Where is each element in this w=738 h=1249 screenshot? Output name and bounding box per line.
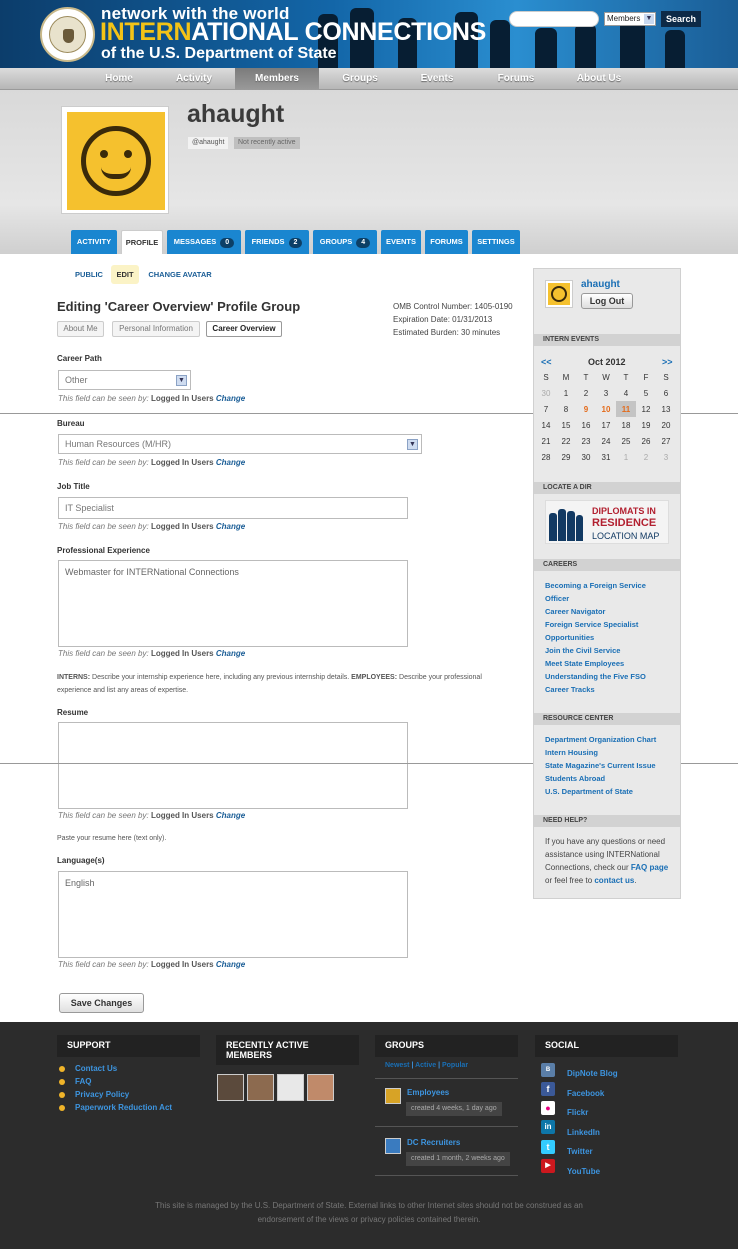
friends-count-badge: 2 <box>289 238 303 248</box>
tab-friends[interactable]: FRIENDS 2 <box>245 230 309 254</box>
social-link-twitter[interactable]: Twitter <box>567 1147 593 1156</box>
calendar-date[interactable]: 7 <box>543 404 549 414</box>
calendar-day-header: S <box>663 372 669 382</box>
calendar-today[interactable]: 11 <box>616 401 636 417</box>
groups-filter-active[interactable]: Active <box>415 1062 437 1069</box>
resume-hint: Paste your resume here (text only). <box>57 835 167 842</box>
logo-title: INTERNATIONAL CONNECTIONS <box>100 18 487 46</box>
nav-events[interactable]: Events <box>420 73 454 84</box>
divider <box>375 1078 518 1079</box>
divider <box>375 1175 518 1176</box>
languages-label: Language(s) <box>57 856 105 865</box>
job-title-field[interactable]: IT Specialist <box>58 497 408 519</box>
tab-messages[interactable]: MESSAGES 0 <box>167 230 241 254</box>
group-icon[interactable] <box>385 1088 401 1104</box>
logo-subtitle: of the U.S. Department of State <box>101 45 337 62</box>
linkedin-icon[interactable]: in <box>541 1120 555 1134</box>
calendar-date[interactable]: 17 <box>601 420 611 430</box>
careers-link[interactable]: Career Navigator <box>545 607 606 616</box>
tab-events[interactable]: EVENTS <box>381 230 421 254</box>
calendar-date[interactable]: 26 <box>641 436 651 446</box>
calendar-date[interactable]: 3 <box>663 452 669 462</box>
subnav-edit[interactable]: EDIT <box>111 265 139 284</box>
group-name[interactable]: DC Recruiters <box>407 1138 461 1147</box>
sidebar-avatar[interactable] <box>545 280 573 308</box>
state-seal-logo[interactable] <box>40 7 95 62</box>
bullet-icon <box>59 1079 65 1085</box>
member-avatar[interactable] <box>307 1074 334 1101</box>
tab-profile[interactable]: PROFILE <box>121 230 163 254</box>
search-button[interactable]: Search <box>661 11 701 27</box>
careers-link[interactable]: Meet State Employees <box>545 659 625 668</box>
diplomats-in-residence-banner[interactable] <box>545 500 669 544</box>
recently-active-heading: RECENTLY ACTIVE MEMBERS <box>216 1035 359 1065</box>
careers-link[interactable]: Opportunities <box>545 633 595 642</box>
social-link-dipnote[interactable]: DipNote Blog <box>567 1069 618 1078</box>
social-link-linkedin[interactable]: LinkedIn <box>567 1128 600 1137</box>
flickr-icon[interactable]: ● <box>541 1101 555 1115</box>
sidebar-username[interactable]: ahaught <box>581 279 620 290</box>
site-header <box>0 0 738 68</box>
visibility-change-link[interactable]: Change <box>215 522 246 531</box>
bullet-icon <box>59 1105 65 1111</box>
calendar-date[interactable]: 23 <box>581 436 591 446</box>
calendar-date[interactable]: 8 <box>563 404 569 414</box>
calendar-date[interactable]: 2 <box>643 452 649 462</box>
member-avatar[interactable] <box>247 1074 274 1101</box>
experience-visibility: This field can be seen by: Logged In Users Change <box>58 649 246 658</box>
footer-link-contact-us[interactable]: Contact Us <box>75 1064 118 1073</box>
group-tab-career-overview[interactable]: Career Overview <box>206 321 282 337</box>
calendar-date[interactable]: 30 <box>541 388 551 398</box>
twitter-icon[interactable]: t <box>541 1140 555 1154</box>
dir-banner-line2: RESIDENCE <box>592 517 657 529</box>
avatar[interactable] <box>61 106 169 214</box>
resume-label: Resume <box>57 708 89 717</box>
smiley-avatar-icon <box>548 283 570 305</box>
calendar-date[interactable]: 1 <box>623 452 629 462</box>
calendar-date[interactable]: 22 <box>561 436 571 446</box>
resource-link[interactable]: Students Abroad <box>545 774 606 783</box>
groups-filter-newest[interactable]: Newest <box>385 1062 410 1069</box>
dir-banner-line3: LOCATION MAP <box>592 531 660 541</box>
calendar-date[interactable]: 27 <box>661 436 671 446</box>
calendar-date[interactable]: 29 <box>561 452 571 462</box>
calendar-date[interactable]: 30 <box>581 452 591 462</box>
careers-heading: CAREERS <box>534 559 680 571</box>
calendar-day-header: F <box>643 372 649 382</box>
resource-link[interactable]: Intern Housing <box>545 748 598 757</box>
divider <box>375 1126 518 1127</box>
calendar-date[interactable]: 31 <box>601 452 611 462</box>
calendar-date[interactable]: 28 <box>541 452 551 462</box>
people-silhouettes-icon <box>549 505 583 541</box>
calendar-date[interactable]: 4 <box>623 388 629 398</box>
careers-link[interactable]: Becoming a Foreign Service <box>545 581 646 590</box>
nav-activity[interactable]: Activity <box>175 73 213 84</box>
omb-expiration-date: Expiration Date: 01/31/2013 <box>393 315 493 324</box>
experience-hint: INTERNS: Describe your internship experience here, including any previous internship details. EMPLOYEES: Describe your professional experience and list any areas of expertise. <box>57 674 482 694</box>
bureau-select[interactable]: Human Resources (M/HR) ▼ <box>58 434 422 454</box>
bureau-label: Bureau <box>57 419 85 428</box>
calendar-event-date[interactable]: 9 <box>583 404 589 414</box>
calendar-date[interactable]: 25 <box>621 436 631 446</box>
calendar-date[interactable]: 18 <box>621 420 631 430</box>
groups-filter-popular[interactable]: Popular <box>441 1062 469 1069</box>
main-nav <box>0 68 738 90</box>
dir-banner-line1: DIPLOMATS IN <box>592 506 656 516</box>
nav-members[interactable]: Members <box>235 68 319 90</box>
save-changes-button[interactable]: Save Changes <box>59 993 144 1013</box>
job-title-visibility: This field can be seen by: Logged In Users Change <box>58 522 246 531</box>
calendar-next-button[interactable]: >> <box>662 357 673 367</box>
facebook-icon[interactable]: f <box>541 1082 555 1096</box>
smiley-avatar-icon <box>67 112 165 210</box>
locate-dir-heading: LOCATE A DIR <box>534 482 680 494</box>
calendar-day-header: T <box>623 372 629 382</box>
groups-heading: GROUPS <box>375 1035 518 1057</box>
visibility-change-link[interactable]: Change <box>215 811 246 820</box>
faq-link[interactable]: FAQ page <box>630 863 669 872</box>
calendar-date[interactable]: 20 <box>661 420 671 430</box>
groups-filter: Newest | Active | Popular <box>385 1062 469 1069</box>
footer-link-faq[interactable]: FAQ <box>75 1077 92 1086</box>
calendar-date[interactable]: 16 <box>581 420 591 430</box>
nav-groups[interactable]: Groups <box>342 73 378 84</box>
calendar-date[interactable]: 2 <box>583 388 589 398</box>
form-title: Editing 'Career Overview' Profile Group <box>57 299 301 314</box>
social-link-youtube[interactable]: YouTube <box>567 1167 601 1176</box>
resource-link[interactable]: U.S. Department of State <box>545 787 633 796</box>
blog-icon[interactable]: B <box>541 1063 555 1077</box>
search-scope-select[interactable]: Members ▼ <box>604 12 656 26</box>
calendar-date[interactable]: 6 <box>663 388 669 398</box>
intern-events-heading: INTERN EVENTS <box>534 334 680 346</box>
visibility-change-link[interactable]: Change <box>215 960 246 969</box>
calendar-date[interactable]: 12 <box>641 404 651 414</box>
group-icon[interactable] <box>385 1138 401 1154</box>
resume-visibility: This field can be seen by: Logged In Users Change <box>58 811 246 820</box>
group-meta: created 1 month, 2 weeks ago <box>406 1152 510 1166</box>
professional-experience-textarea[interactable]: Webmaster for INTERNational Connections <box>58 560 408 647</box>
resume-textarea[interactable] <box>58 722 408 809</box>
member-avatar[interactable] <box>277 1074 304 1101</box>
calendar-month: Oct 2012 <box>588 357 626 367</box>
calendar-date[interactable]: 19 <box>641 420 651 430</box>
careers-link[interactable]: Career Tracks <box>545 685 595 694</box>
resource-link[interactable]: State Magazine's Current Issue <box>545 761 656 770</box>
omb-estimated-burden: Estimated Burden: 30 minutes <box>393 328 501 337</box>
logo-tagline: network with the world <box>101 4 290 23</box>
group-tab-personal-information[interactable]: Personal Information <box>112 321 200 337</box>
calendar-day-header: S <box>543 372 549 382</box>
footer-disclaimer: This site is managed by the U.S. Department of State. External links to other Internet sites should not be construed as an endorsement of the views or privacy policies contained therein. <box>155 1201 583 1224</box>
footer-link-paperwork-reduction-act[interactable]: Paperwork Reduction Act <box>75 1103 173 1112</box>
resource-link[interactable]: Department Organization Chart <box>545 735 657 744</box>
careers-link[interactable]: Officer <box>545 594 570 603</box>
chevron-down-icon: ▼ <box>645 15 653 22</box>
visibility-change-link[interactable]: Change <box>215 458 246 467</box>
nav-forums[interactable]: Forums <box>497 73 535 84</box>
group-meta: created 4 weeks, 1 day ago <box>406 1102 502 1116</box>
visibility-change-link[interactable]: Change <box>215 649 246 658</box>
social-link-flickr[interactable]: Flickr <box>567 1108 589 1117</box>
groups-count-badge: 4 <box>356 238 370 248</box>
subnav-change-avatar[interactable]: CHANGE AVATAR <box>148 270 212 279</box>
footer-link-privacy-policy[interactable]: Privacy Policy <box>75 1090 130 1099</box>
omb-control-number: OMB Control Number: 1405-0190 <box>393 302 513 311</box>
logout-button[interactable]: Log Out <box>581 293 633 309</box>
calendar-date[interactable]: 1 <box>563 388 569 398</box>
nav-home[interactable]: Home <box>105 73 133 84</box>
languages-visibility: This field can be seen by: Logged In Users Change <box>58 960 246 969</box>
calendar-date[interactable]: 5 <box>643 388 649 398</box>
subnav-public[interactable]: PUBLIC <box>75 270 103 279</box>
help-text: If you have any questions or need assistance using INTERNational Connections, check our FAQ page or feel free to contact us. <box>545 837 669 885</box>
chevron-down-icon: ▼ <box>176 375 187 386</box>
calendar-day-header: W <box>602 372 610 382</box>
messages-count-badge: 0 <box>220 238 234 248</box>
career-path-select[interactable]: Other ▼ <box>58 370 191 390</box>
nav-about-us[interactable]: About Us <box>576 73 622 84</box>
need-help-heading: NEED HELP? <box>534 815 680 827</box>
career-path-label: Career Path <box>57 354 102 363</box>
calendar-event-date[interactable]: 10 <box>601 404 611 414</box>
careers-link[interactable]: Join the Civil Service <box>545 646 621 655</box>
calendar-date[interactable]: 3 <box>603 388 609 398</box>
tab-settings[interactable]: SETTINGS <box>472 230 520 254</box>
calendar-date[interactable]: 21 <box>541 436 551 446</box>
group-tab-about-me[interactable]: About Me <box>57 321 104 337</box>
bureau-visibility: This field can be seen by: Logged In Users Change <box>58 458 246 467</box>
calendar-date[interactable]: 14 <box>541 420 551 430</box>
chevron-down-icon: ▼ <box>407 439 418 450</box>
group-name[interactable]: Employees <box>407 1088 450 1097</box>
professional-experience-label: Professional Experience <box>57 546 150 555</box>
profile-username: ahaught <box>187 100 285 128</box>
youtube-icon[interactable]: ▶ <box>541 1159 555 1173</box>
career-path-visibility: This field can be seen by: Logged In Users Change <box>58 394 246 403</box>
events-calendar <box>536 369 676 465</box>
tab-activity[interactable]: ACTIVITY <box>71 230 117 254</box>
profile-handle: @ahaught <box>188 137 228 149</box>
calendar-day-header: M <box>562 372 570 382</box>
calendar-day-header: T <box>583 372 589 382</box>
resource-center-heading: RESOURCE CENTER <box>534 713 680 725</box>
visibility-change-link[interactable]: Change <box>215 394 246 403</box>
careers-link[interactable]: Understanding the Five FSO <box>545 672 646 681</box>
job-title-label: Job Title <box>57 482 90 491</box>
tab-forums[interactable]: FORUMS <box>425 230 468 254</box>
calendar-date[interactable]: 15 <box>561 420 571 430</box>
contact-us-link[interactable]: contact us <box>594 876 635 885</box>
activity-status-badge: Not recently active <box>234 137 300 149</box>
bullet-icon <box>59 1092 65 1098</box>
social-heading: SOCIAL <box>535 1035 678 1057</box>
social-link-facebook[interactable]: Facebook <box>567 1089 605 1098</box>
member-avatar[interactable] <box>217 1074 244 1101</box>
tab-groups[interactable]: GROUPS 4 <box>313 230 377 254</box>
calendar-date[interactable]: 24 <box>601 436 611 446</box>
careers-link[interactable]: Foreign Service Specialist <box>545 620 639 629</box>
languages-textarea[interactable]: English <box>58 871 408 958</box>
search-input[interactable] <box>509 11 599 27</box>
calendar-prev-button[interactable]: << <box>541 357 552 367</box>
support-heading: SUPPORT <box>57 1035 200 1057</box>
calendar-date[interactable]: 13 <box>661 404 671 414</box>
bullet-icon <box>59 1066 65 1072</box>
